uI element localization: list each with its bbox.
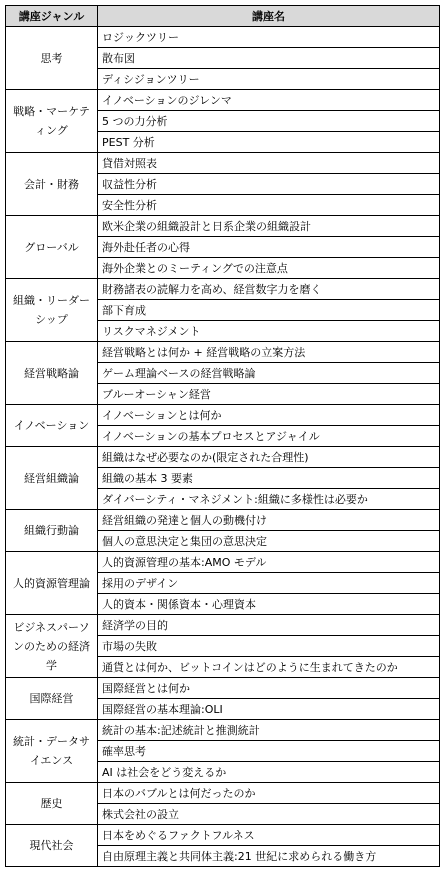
genre-cell: 歴史 (6, 783, 98, 825)
course-cell: 経営戦略とは何か + 経営戦略の立案方法 (98, 342, 440, 363)
course-cell: 部下育成 (98, 300, 440, 321)
table-row (6, 447, 440, 468)
course-cell: PEST 分析 (98, 132, 440, 153)
table-row (6, 510, 440, 531)
course-cell: 確率思考 (98, 741, 440, 762)
table-row (6, 720, 440, 741)
course-cell: ゲーム理論ベースの経営戦略論 (98, 363, 440, 384)
table-row (6, 552, 440, 573)
table-row (6, 153, 440, 174)
genre-cell: 統計・データサイエンス (6, 720, 98, 783)
course-cell: 人的資本・関係資本・心理資本 (98, 594, 440, 615)
course-cell: 組織の基本 3 要素 (98, 468, 440, 489)
course-table-container (5, 5, 440, 867)
course-cell: 統計の基本:記述統計と推測統計 (98, 720, 440, 741)
course-cell: 通貨とは何か、ビットコインはどのように生まれてきたのか (98, 657, 440, 678)
course-cell: 国際経営の基本理論:OLI (98, 699, 440, 720)
header-course: 講座名 (98, 6, 440, 27)
table-body (6, 27, 440, 867)
course-cell: 経済学の目的 (98, 615, 440, 636)
course-cell: 株式会社の設立 (98, 804, 440, 825)
course-cell: 収益性分析 (98, 174, 440, 195)
genre-cell: 経営戦略論 (6, 342, 98, 405)
genre-cell: 人的資源管理論 (6, 552, 98, 615)
table-row (6, 27, 440, 48)
table-row (6, 90, 440, 111)
course-cell: ダイバーシティ・マネジメント:組織に多様性は必要か (98, 489, 440, 510)
course-cell: 組織はなぜ必要なのか(限定された合理性) (98, 447, 440, 468)
course-cell: 貸借対照表 (98, 153, 440, 174)
course-table (5, 5, 440, 867)
course-cell: 日本をめぐるファクトフルネス (98, 825, 440, 846)
course-cell: AI は社会をどう変えるか (98, 762, 440, 783)
genre-cell: 思考 (6, 27, 98, 90)
table-row (6, 678, 440, 699)
course-cell: 国際経営とは何か (98, 678, 440, 699)
course-cell: 日本のバブルとは何だったのか (98, 783, 440, 804)
course-cell: 個人の意思決定と集団の意思決定 (98, 531, 440, 552)
course-cell: イノベーションのジレンマ (98, 90, 440, 111)
course-cell: ロジックツリー (98, 27, 440, 48)
table-row (6, 279, 440, 300)
table-row (6, 615, 440, 636)
genre-cell: 戦略・マーケティング (6, 90, 98, 153)
genre-cell: ビジネスパーソンのための経済学 (6, 615, 98, 678)
course-cell: イノベーションとは何か (98, 405, 440, 426)
course-cell: 市場の失敗 (98, 636, 440, 657)
course-cell: イノベーションの基本プロセスとアジャイル (98, 426, 440, 447)
genre-cell: 経営組織論 (6, 447, 98, 510)
course-cell: ディシジョンツリー (98, 69, 440, 90)
course-cell: 人的資源管理の基本:AMO モデル (98, 552, 440, 573)
course-cell: ブルーオーシャン経営 (98, 384, 440, 405)
genre-cell: グローバル (6, 216, 98, 279)
course-cell: 採用のデザイン (98, 573, 440, 594)
genre-cell: 現代社会 (6, 825, 98, 867)
genre-cell: 組織行動論 (6, 510, 98, 552)
course-cell: 5 つの力分析 (98, 111, 440, 132)
header-genre: 講座ジャンル (6, 6, 98, 27)
table-header-row (6, 6, 440, 27)
course-cell: 財務諸表の読解力を高め、経営数字力を磨く (98, 279, 440, 300)
table-row (6, 216, 440, 237)
course-cell: 自由原理主義と共同体主義:21 世紀に求められる働き方 (98, 846, 440, 867)
table-row (6, 342, 440, 363)
course-cell: 海外赴任者の心得 (98, 237, 440, 258)
course-cell: 安全性分析 (98, 195, 440, 216)
genre-cell: 会計・財務 (6, 153, 98, 216)
genre-cell: 国際経営 (6, 678, 98, 720)
genre-cell: 組織・リーダーシップ (6, 279, 98, 342)
course-cell: 欧米企業の組織設計と日系企業の組織設計 (98, 216, 440, 237)
course-cell: 海外企業とのミーティングでの注意点 (98, 258, 440, 279)
table-row (6, 825, 440, 846)
course-cell: 散布図 (98, 48, 440, 69)
table-row (6, 783, 440, 804)
genre-cell: イノベーション (6, 405, 98, 447)
course-cell: 経営組織の発達と個人の動機付け (98, 510, 440, 531)
course-cell: リスクマネジメント (98, 321, 440, 342)
table-row (6, 405, 440, 426)
